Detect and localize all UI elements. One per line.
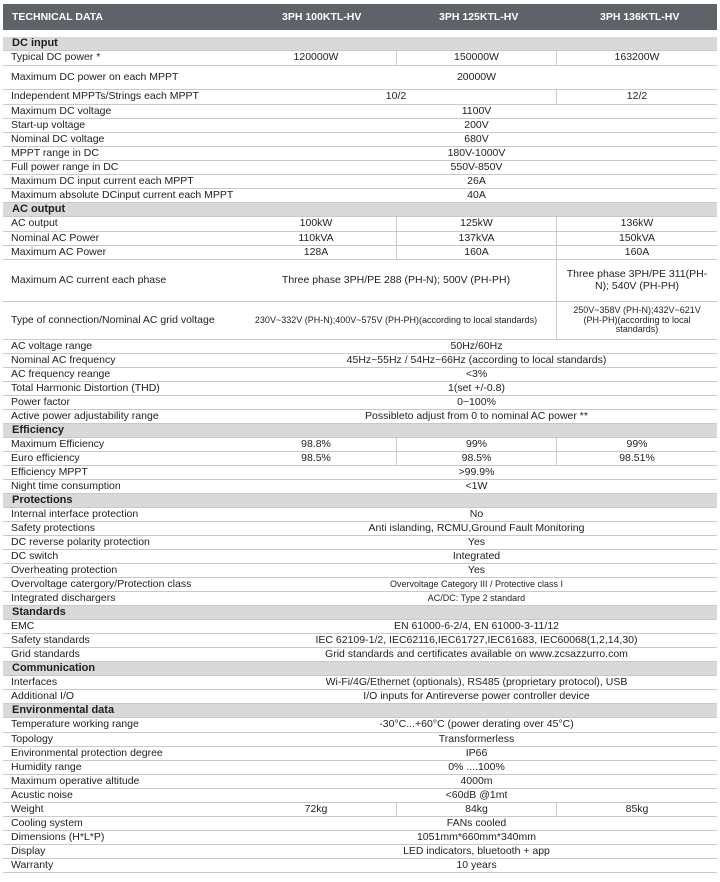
spec-label: Acustic noise <box>11 788 73 801</box>
spec-label: Additional I/O <box>11 689 75 702</box>
spec-value-all: Wi-Fi/4G/Ethernet (optionals), RS485 (proprietary protocol), USB <box>325 675 628 688</box>
spec-row <box>3 718 717 733</box>
spec-row <box>3 845 717 859</box>
spec-row <box>3 648 717 662</box>
spec-row <box>3 246 717 260</box>
spec-label: Night time consumption <box>11 479 121 492</box>
spec-value-1: 98.8% <box>301 437 331 450</box>
spec-label: Power factor <box>11 395 70 408</box>
spec-value-all: I/O inputs for Antireverse power controller device <box>363 689 590 702</box>
spec-row <box>3 452 717 466</box>
spec-value-all: IEC 62109-1/2, IEC62116,IEC61727,IEC61683, IEC60068(1,2,14,30) <box>315 633 638 646</box>
spec-row <box>3 676 717 690</box>
spec-label: Safety standards <box>11 633 90 646</box>
spec-row <box>3 396 717 410</box>
spec-value-all: Grid standards and certificates available on www.zcsazzurro.com <box>325 647 628 660</box>
spec-value-all: 1051mm*660mm*340mm <box>416 830 537 843</box>
spec-row <box>3 761 717 775</box>
spec-value-1: 128A <box>303 245 329 258</box>
spec-row <box>3 564 717 578</box>
spec-value-3: 150kVA <box>556 232 717 245</box>
spec-value-2: 160A <box>396 246 556 259</box>
section-header <box>3 662 717 676</box>
spec-row <box>3 260 717 302</box>
spec-value-all: Integrated <box>452 549 501 562</box>
spec-row <box>3 147 717 161</box>
spec-value-all: 0~100% <box>457 395 496 408</box>
spec-label: Temperature working range <box>11 718 139 731</box>
header-model-2: 3PH 125KTL-HV <box>439 11 519 23</box>
spec-value-2: 137kVA <box>396 232 556 245</box>
spec-value-models-1-2: 10/2 <box>385 90 407 103</box>
spec-row <box>3 480 717 494</box>
spec-label: Maximum operative altitude <box>11 774 140 787</box>
spec-row <box>3 189 717 203</box>
spec-label: Typical DC power * <box>11 51 101 64</box>
spec-label: Topology <box>11 732 54 745</box>
spec-value-all: FANs cooled <box>446 816 507 829</box>
spec-label: Maximum DC input current each MPPT <box>11 174 194 187</box>
spec-label: Warranty <box>11 858 54 871</box>
spec-label: Maximum DC power on each MPPT <box>11 70 179 83</box>
spec-row <box>3 733 717 747</box>
spec-row <box>3 340 717 354</box>
spec-label: Full power range in DC <box>11 160 119 173</box>
spec-value-all: IP66 <box>465 746 488 759</box>
spec-label: Maximum Efficiency <box>11 437 105 450</box>
spec-value-3: 163200W <box>556 51 717 65</box>
spec-value-3: 98.51% <box>556 452 717 465</box>
spec-value-3: 160A <box>556 246 717 259</box>
spec-row <box>3 578 717 592</box>
spec-row <box>3 789 717 803</box>
spec-row <box>3 161 717 175</box>
spec-row <box>3 302 717 340</box>
spec-value-all: <3% <box>465 367 488 380</box>
spec-row <box>3 90 717 105</box>
spec-value-all: 10 years <box>456 858 497 871</box>
spec-row <box>3 217 717 232</box>
spec-row <box>3 105 717 119</box>
section-header <box>3 494 717 508</box>
spec-label: Humidity range <box>11 760 82 773</box>
spec-value-models-1-2: 230V~332V (PH-N);400V~575V (PH-PH)(according to local standards) <box>254 314 538 325</box>
spec-value-all: 45Hz~55Hz / 54Hz~66Hz (according to local standards) <box>346 353 607 366</box>
spec-label: Overheating protection <box>11 563 118 576</box>
spec-label: Weight <box>11 802 44 815</box>
spec-row <box>3 747 717 761</box>
spec-label: Start-up voltage <box>11 118 86 131</box>
section-title: AC output <box>12 203 66 216</box>
spec-label: AC output <box>11 217 58 230</box>
spec-label: Environmental protection degree <box>11 746 163 759</box>
spec-value-3: 99% <box>556 438 717 451</box>
header-model-1: 3PH 100KTL-HV <box>282 11 362 23</box>
spec-label: Maximum absolute DCinput current each MPPT <box>11 188 234 201</box>
spec-label: AC frequency reange <box>11 367 111 380</box>
spec-row <box>3 51 717 66</box>
spec-value-2: 84kg <box>396 803 556 816</box>
spec-label: Independent MPPTs/Strings each MPPT <box>11 90 199 103</box>
spec-label: Nominal AC frequency <box>11 353 116 366</box>
spec-value-1: 100kW <box>299 217 333 230</box>
header-model-3: 3PH 136KTL-HV <box>600 11 680 23</box>
spec-label: MPPT range in DC <box>11 146 99 159</box>
spec-label: AC voltage range <box>11 339 93 352</box>
spec-value-all: 40A <box>467 188 486 201</box>
spec-row <box>3 522 717 536</box>
spec-value-all: 180V-1000V <box>447 146 506 159</box>
spec-value-all: 0% ....100% <box>448 760 505 773</box>
spec-row <box>3 368 717 382</box>
spec-row <box>3 119 717 133</box>
spec-label: Euro efficiency <box>11 451 80 464</box>
spec-value-1: 72kg <box>304 802 328 815</box>
spec-value-all: <1W <box>465 479 488 492</box>
spec-row <box>3 859 717 873</box>
spec-value-1: 98.5% <box>301 451 331 464</box>
spec-row <box>3 232 717 246</box>
section-header <box>3 606 717 620</box>
spec-label: Type of connection/Nominal AC grid voltage <box>11 313 215 326</box>
spec-label: Dimensions (H*L*P) <box>11 830 105 843</box>
spec-value-all: -30°C...+60°C (power derating over 45°C) <box>379 718 574 731</box>
section-header <box>3 424 717 438</box>
spec-value-all: Anti islanding, RCMU,Ground Fault Monitoring <box>368 521 585 534</box>
spec-value-all: 1(set +/-0.8) <box>448 381 505 394</box>
spec-label: Active power adjustability range <box>11 409 159 422</box>
header-title: TECHNICAL DATA <box>12 11 103 23</box>
section-title: Protections <box>12 494 73 507</box>
spec-value-all: Transformerless <box>438 732 515 745</box>
spec-value-3: 85kg <box>556 803 717 816</box>
spec-row <box>3 831 717 845</box>
spec-value-all: Yes <box>467 563 486 576</box>
table-header <box>3 4 717 30</box>
spec-value-all: Overvoltage Category III / Protective class I <box>389 578 564 589</box>
spec-label: Nominal DC voltage <box>11 132 105 145</box>
spec-row <box>3 634 717 648</box>
spec-value-all: 200V <box>464 118 489 131</box>
spec-value-all: 4000m <box>460 774 493 787</box>
spec-row <box>3 410 717 424</box>
spec-row <box>3 620 717 634</box>
spec-value-all: AC/DC: Type 2 standard <box>427 592 526 603</box>
spec-label: Cooling system <box>11 816 83 829</box>
spec-row <box>3 690 717 704</box>
section-header <box>3 37 717 51</box>
spec-label: Overvoltage catergory/Protection class <box>11 577 192 590</box>
spec-value-2: 150000W <box>396 51 556 65</box>
spec-row <box>3 803 717 817</box>
spec-label: Grid standards <box>11 647 80 660</box>
spec-label: Integrated dischargers <box>11 591 116 604</box>
spec-label: Maximum AC current each phase <box>11 273 167 286</box>
spec-value-all: 20000W <box>456 70 497 83</box>
spec-label: Interfaces <box>11 675 58 688</box>
spec-value-all: 680V <box>464 132 489 145</box>
spec-label: DC switch <box>11 549 59 562</box>
section-title: Communication <box>12 662 96 675</box>
spec-row <box>3 354 717 368</box>
spec-value-all: >99.9% <box>458 465 495 478</box>
spec-label: Nominal AC Power <box>11 231 100 244</box>
spec-value-all: LED indicators, bluetooth + app <box>403 844 550 857</box>
section-header <box>3 704 717 718</box>
spec-value-2: 98.5% <box>396 452 556 465</box>
section-title: Standards <box>12 606 66 619</box>
spec-value-all: Yes <box>467 535 486 548</box>
spec-label: DC reverse polarity protection <box>11 535 150 548</box>
spec-value-all: 26A <box>467 174 486 187</box>
spec-row <box>3 438 717 452</box>
spec-label: Maximum DC voltage <box>11 104 112 117</box>
spec-row <box>3 466 717 480</box>
spec-value-1: 110kVA <box>298 231 334 244</box>
spec-label: Efficiency MPPT <box>11 465 88 478</box>
spec-row <box>3 536 717 550</box>
spec-value-2: 125kW <box>396 217 556 231</box>
spec-row <box>3 592 717 606</box>
spec-value-all: 550V-850V <box>450 160 503 173</box>
spec-value-models-1-2: Three phase 3PH/PE 288 (PH-N); 500V (PH-PH) <box>281 273 511 286</box>
spec-value-3: 12/2 <box>556 90 717 104</box>
spec-value-3: 136kW <box>556 217 717 231</box>
section-title: Efficiency <box>12 424 64 437</box>
spec-value-all: <60dB @1mt <box>445 788 508 801</box>
spec-row <box>3 382 717 396</box>
spec-value-all: 50Hz/60Hz <box>450 339 503 352</box>
spec-value-all: 1100V <box>461 104 492 117</box>
spec-value-3: Three phase 3PH/PE 311(PH-N); 540V (PH-PH) <box>556 260 717 301</box>
spec-value-1: 120000W <box>293 51 339 64</box>
spec-row <box>3 550 717 564</box>
spec-label: Display <box>11 844 46 857</box>
spec-value-all: Possibleto adjust from 0 to nominal AC power ** <box>365 409 588 422</box>
spec-row <box>3 175 717 189</box>
spec-value-all: No <box>469 507 484 520</box>
section-title: DC input <box>12 37 58 50</box>
section-title: Environmental data <box>12 704 115 717</box>
spec-row <box>3 775 717 789</box>
spec-row <box>3 66 717 90</box>
spec-value-3: 250V~358V (PH-N);432V~621V (PH-PH)(according to local standards) <box>556 302 717 339</box>
spec-label: Total Harmonic Distortion (THD) <box>11 381 160 394</box>
spec-label: Maximum AC Power <box>11 245 107 258</box>
spec-value-all: EN 61000-6-2/4, EN 61000-3-11/12 <box>394 619 559 632</box>
spec-row <box>3 817 717 831</box>
spec-row <box>3 133 717 147</box>
spec-value-2: 99% <box>396 438 556 451</box>
spec-label: EMC <box>11 619 35 632</box>
spec-label: Internal interface protection <box>11 507 139 520</box>
spec-label: Safety protections <box>11 521 96 534</box>
section-header <box>3 203 717 217</box>
spec-row <box>3 508 717 522</box>
